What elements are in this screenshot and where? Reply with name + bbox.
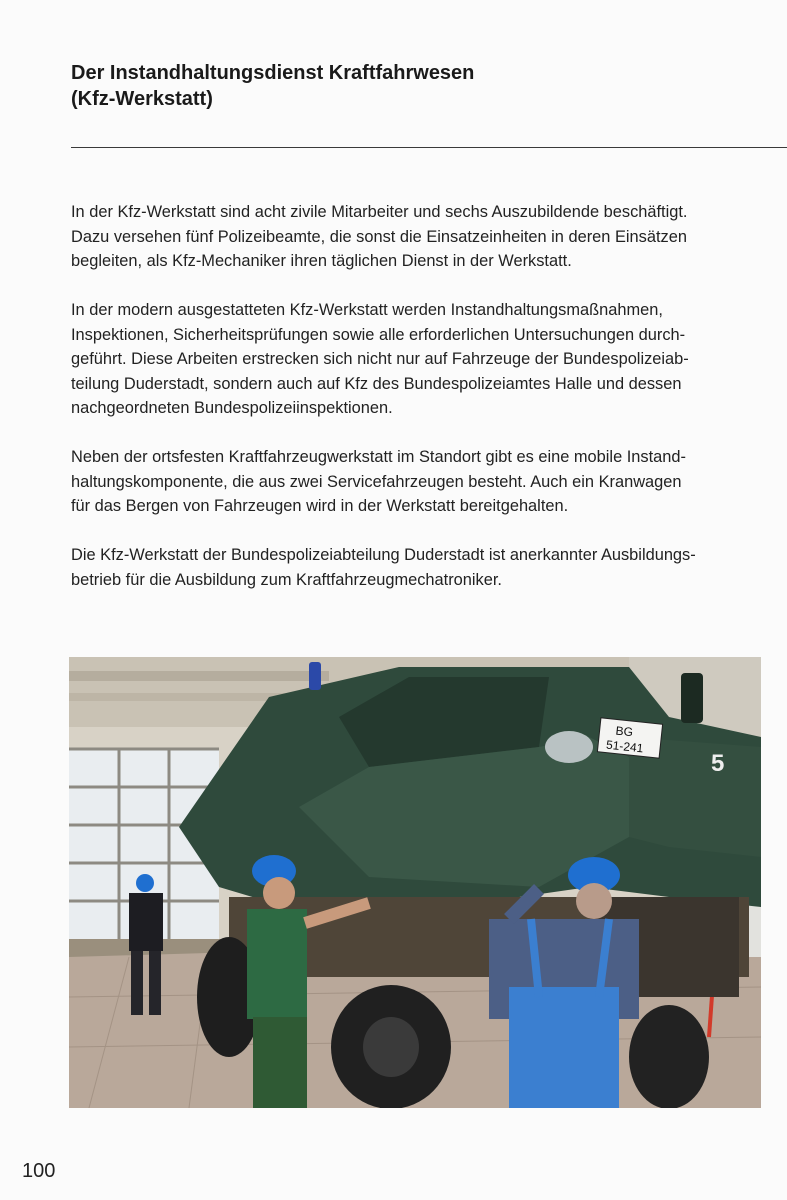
page-title-line-2: (Kfz-Werkstatt) [71,88,213,110]
page-title-line-1: Der Instandhaltungsdienst Kraftfahrwesen [71,62,475,84]
text-line: begleiten, als Kfz-Mechaniker ihren täglichen Dienst in der Werkstatt. [71,252,572,270]
text-line: Dazu versehen fünf Polizeibeamte, die sonst die Einsatzeinheiten in deren Einsätzen [71,227,687,246]
paragraph-1 [71,200,771,274]
text-line: für das Bergen von Fahrzeugen wird in der Werkstatt bereitgehalten. [71,497,569,515]
paragraph-2 [71,298,771,421]
paragraph-3 [71,445,771,519]
text-line: betrieb für die Ausbildung zum Kraftfahrzeugmechatroniker. [71,570,502,589]
text-line: geführt. Diese Arbeiten erstrecken sich nicht nur auf Fahrzeuge der Bundespolizeiab- [71,350,689,368]
text-line: Die Kfz-Werkstatt der Bundespolizeiabteilung Duderstadt ist anerkannter Ausbildungs- [71,546,696,564]
vehicle-number: 5 [711,750,725,777]
text-line: haltungskomponente, die aus zwei Servicefahrzeugen besteht. Auch ein Kranwagen [71,472,682,491]
workshop-photo-illustration [69,657,761,1108]
page-title [71,60,711,112]
workshop-photo [69,657,761,1108]
body-text [71,200,771,617]
text-line: nachgeordneten Bundespolizeiinspektionen. [71,399,393,417]
text-line: Inspektionen, Sicherheitsprüfungen sowie alle erforderlichen Untersuchungen durch- [71,325,686,344]
paragraph-4 [71,543,771,592]
license-plate-line-1: BG [614,723,634,740]
page-number: 100 [22,1160,56,1182]
license-plate-line-2: 51-241 [605,737,645,756]
text-line: In der modern ausgestatteten Kfz-Werkstatt werden Instandhaltungsmaßnahmen, [71,301,663,319]
text-line: Neben der ortsfesten Kraftfahrzeugwerkstatt im Standort gibt es eine mobile Instand- [71,448,686,466]
title-divider [71,147,787,148]
text-line: In der Kfz-Werkstatt sind acht zivile Mitarbeiter und sechs Auszubildende beschäftigt. [71,203,688,221]
text-line: teilung Duderstadt, sondern auch auf Kfz des Bundespolizeiamtes Halle und dessen [71,374,682,393]
